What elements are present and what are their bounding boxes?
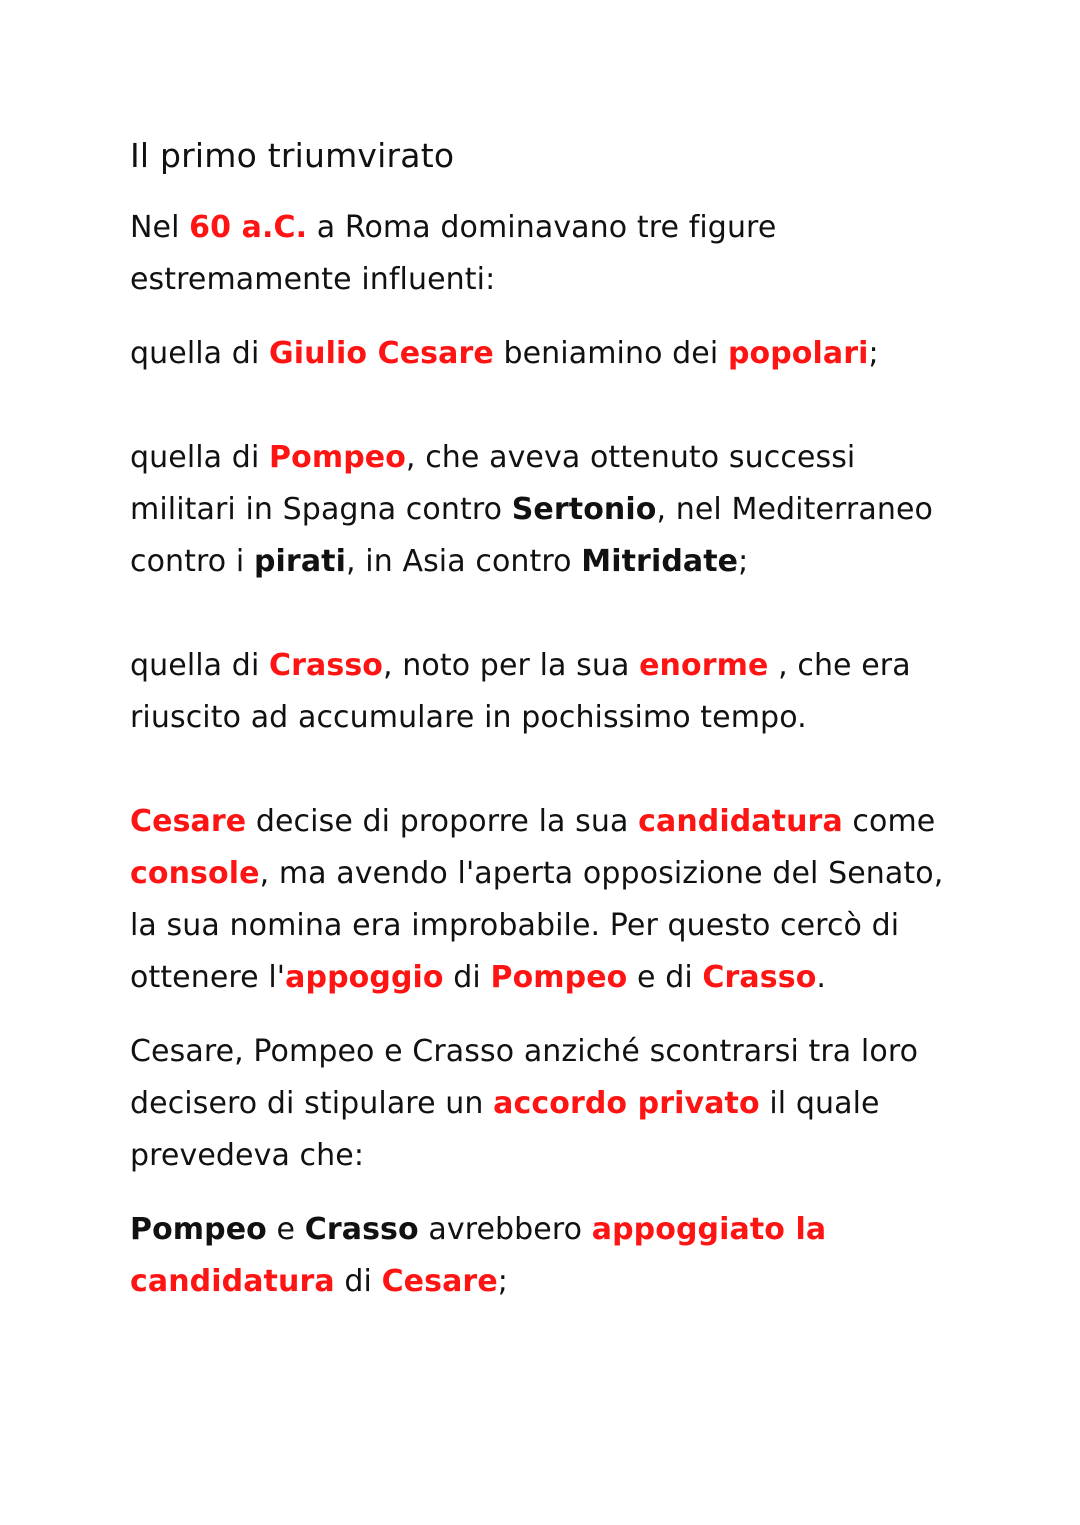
text-run: a Roma dominavano tre figure estremamente influenti: bbox=[130, 210, 777, 297]
highlight-crasso: Crasso bbox=[269, 648, 384, 683]
paragraph-pompeo bbox=[130, 432, 960, 588]
paragraph-accordo bbox=[130, 1026, 960, 1182]
text-run: , noto per la sua bbox=[383, 648, 640, 683]
highlight-cesare: Cesare bbox=[130, 804, 247, 839]
paragraph-appoggio bbox=[130, 1204, 960, 1308]
text-run: Nel bbox=[130, 210, 190, 245]
bold-sertonio: Sertonio bbox=[511, 492, 657, 527]
text-run: avrebbero bbox=[418, 1212, 592, 1247]
highlight-console: console bbox=[130, 856, 260, 891]
text-run: di bbox=[334, 1264, 382, 1299]
highlight-appoggio: appoggio bbox=[285, 960, 444, 995]
text-run: beniamino dei bbox=[493, 336, 728, 371]
paragraph-crasso bbox=[130, 640, 960, 744]
paragraph-cesare bbox=[130, 328, 960, 380]
text-run: , ma avendo l'aperta opposizione del Senato, la sua nomina era improbabile. Per questo cercò di ottenere l' bbox=[130, 856, 944, 995]
text-run: , in Asia contro bbox=[346, 544, 582, 579]
highlight-pompeo: Pompeo bbox=[269, 440, 406, 475]
highlight-popolari: popolari bbox=[727, 336, 869, 371]
bold-pirati: pirati bbox=[253, 544, 346, 579]
highlight-appoggiato-candidatura: appoggiato la candidatura bbox=[130, 1212, 827, 1299]
text-run: , che aveva ottenuto successi militari in Spagna contro bbox=[130, 440, 856, 527]
highlight-pompeo: Pompeo bbox=[490, 960, 628, 995]
text-run: . bbox=[816, 960, 827, 995]
highlight-cesare: Cesare bbox=[381, 1264, 498, 1299]
highlight-date: 60 a.C. bbox=[189, 210, 308, 245]
text-run: come bbox=[842, 804, 936, 839]
paragraph-candidatura bbox=[130, 796, 960, 1004]
document-page bbox=[130, 128, 960, 1308]
text-run: ; bbox=[738, 544, 749, 579]
highlight-giulio-cesare: Giulio Cesare bbox=[269, 336, 494, 371]
paragraph-intro bbox=[130, 202, 960, 306]
text-run: , che era riuscito ad accumulare in pochissimo tempo. bbox=[130, 648, 911, 735]
highlight-enorme: enorme bbox=[639, 648, 769, 683]
text-run: e di bbox=[627, 960, 703, 995]
text-run: quella di bbox=[130, 440, 270, 475]
bold-pompeo: Pompeo bbox=[130, 1212, 267, 1247]
bold-mitridate: Mitridate bbox=[581, 544, 739, 579]
bold-crasso: Crasso bbox=[304, 1212, 419, 1247]
highlight-accordo-privato: accordo privato bbox=[493, 1086, 760, 1121]
text-run: decise di proporre la sua bbox=[246, 804, 639, 839]
text-run: ; bbox=[868, 336, 879, 371]
text-run: di bbox=[443, 960, 491, 995]
text-run: quella di bbox=[130, 336, 270, 371]
text-run: Cesare, Pompeo e Crasso anziché scontrarsi tra loro decisero di stipulare un bbox=[130, 1034, 919, 1121]
text-run: , nel Mediterraneo contro i bbox=[130, 492, 933, 579]
text-run: e bbox=[266, 1212, 305, 1247]
text-run: ; bbox=[497, 1264, 508, 1299]
highlight-candidatura: candidatura bbox=[638, 804, 843, 839]
page-title: Il primo triumvirato bbox=[130, 136, 455, 175]
text-run: quella di bbox=[130, 648, 270, 683]
highlight-crasso: Crasso bbox=[702, 960, 817, 995]
text-run: il quale prevedeva che: bbox=[130, 1086, 880, 1173]
